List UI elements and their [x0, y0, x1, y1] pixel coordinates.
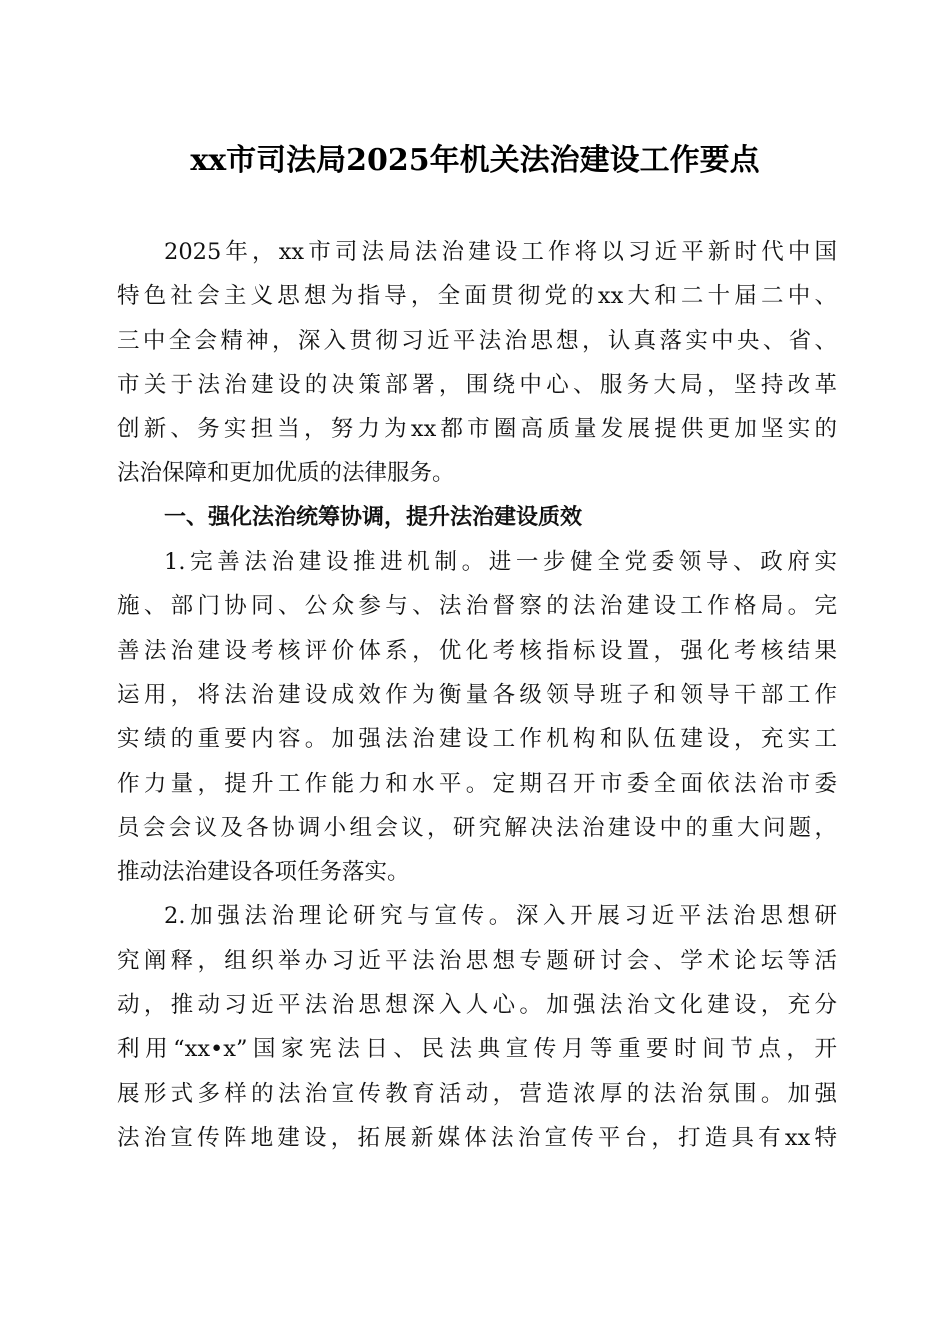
paragraph-intro-line-4: 市关于法治建设的决策部署，围绕中心、服务大局，坚持改革	[117, 371, 837, 398]
paragraph-intro-line-6: 法治保障和更加优质的法律服务。	[117, 460, 455, 487]
item-1-line-1: 1.完善法治建设推进机制。进一步健全党委领导、政府实	[164, 549, 837, 576]
item-2-line-5: 展形式多样的法治宣传教育活动，营造浓厚的法治氛围。加强	[117, 1080, 837, 1107]
paragraph-intro-line-1: 2025年，xx市司法局法治建设工作将以习近平新时代中国	[164, 239, 837, 265]
item-1-line-6: 作力量，提升工作能力和水平。定期召开市委全面依法治市委	[117, 770, 837, 797]
item-2-line-3: 动，推动习近平法治思想深入人心。加强法治文化建设，充分	[117, 992, 837, 1019]
item-1-line-2: 施、部门协同、公众参与、法治督察的法治建设工作格局。完	[117, 593, 837, 620]
item-1-line-5: 实绩的重要内容。加强法治建设工作机构和队伍建设，充实工	[117, 726, 837, 753]
document-title: xx市司法局2025年机关法治建设工作要点	[190, 143, 760, 178]
item-2-line-2: 究阐释，组织举办习近平法治思想专题研讨会、学术论坛等活	[117, 947, 837, 974]
item-2-line-6: 法治宣传阵地建设，拓展新媒体法治宣传平台，打造具有xx特	[117, 1124, 837, 1151]
item-1-line-8: 推动法治建设各项任务落实。	[117, 859, 410, 886]
section-heading-1: 一、强化法治统筹协调，提升法治建设质效	[164, 504, 583, 530]
item-1-line-7: 员会会议及各协调小组会议，研究解决法治建设中的重大问题，	[117, 814, 837, 841]
paragraph-intro-line-2: 特色社会主义思想为指导，全面贯彻党的xx大和二十届二中、	[117, 283, 837, 310]
item-1-line-3: 善法治建设考核评价体系，优化考核指标设置，强化考核结果	[117, 637, 837, 664]
paragraph-intro-line-5: 创新、务实担当，努力为xx都市圈高质量发展提供更加坚实的	[117, 416, 837, 443]
item-2-line-1: 2.加强法治理论研究与宣传。深入开展习近平法治思想研	[164, 903, 837, 930]
item-2-line-4: 利用“xx•x”国家宪法日、民法典宣传月等重要时间节点，开	[117, 1036, 837, 1063]
document-body	[117, 230, 837, 1160]
item-1-line-4: 运用，将法治建设成效作为衡量各级领导班子和领导干部工作	[117, 681, 837, 708]
paragraph-intro-line-3: 三中全会精神，深入贯彻习近平法治思想，认真落实中央、省、	[117, 327, 837, 354]
